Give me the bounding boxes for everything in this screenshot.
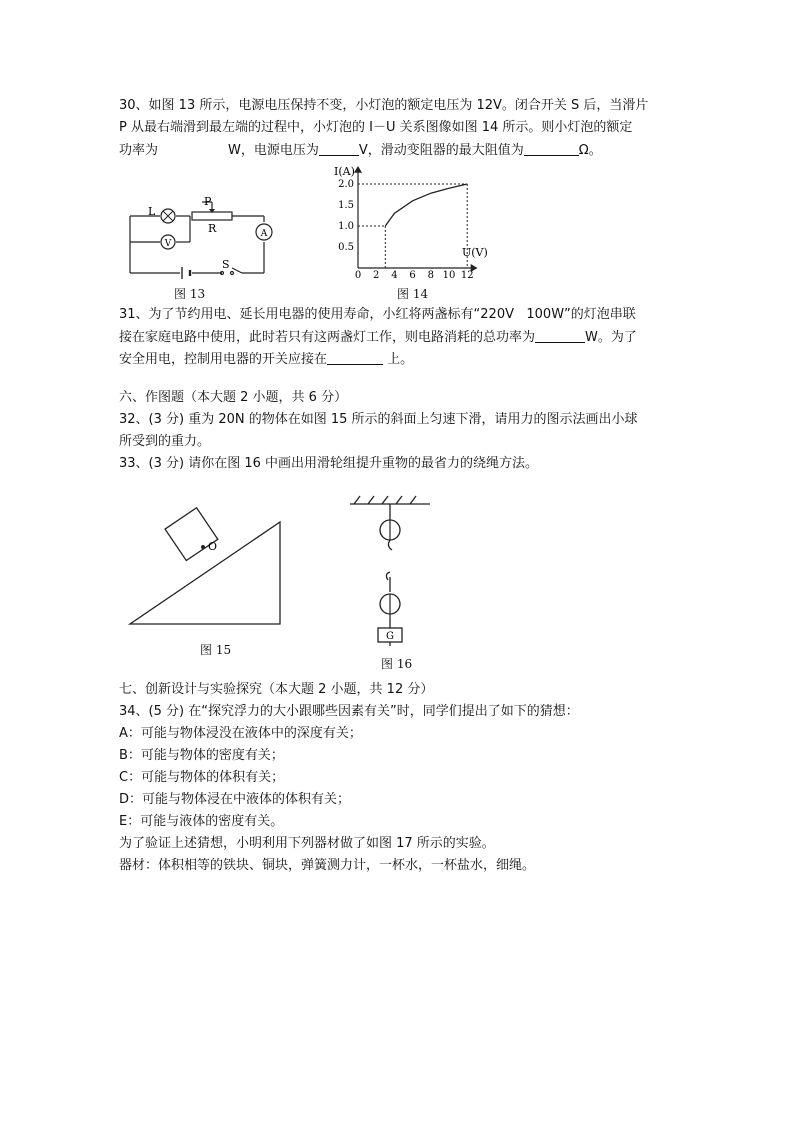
q31-text-c: 安全用电，控制用电器的开关应接在 bbox=[119, 352, 328, 367]
figure-16-caption: 图 16 bbox=[381, 657, 413, 671]
lamp-icon bbox=[161, 209, 175, 223]
iu-curve bbox=[385, 184, 467, 226]
option-b: B：可能与物体的密度有关； bbox=[119, 748, 284, 763]
q30-text-a: 功率为 bbox=[119, 143, 159, 158]
q30-line-3 bbox=[119, 142, 602, 159]
label-S: S bbox=[222, 258, 230, 271]
x-tick-2: 2 bbox=[373, 270, 380, 280]
q31-text-d: 上。 bbox=[383, 352, 414, 367]
answer-blank-total-power[interactable] bbox=[535, 329, 585, 343]
x-axis-label: U(V) bbox=[462, 246, 488, 259]
q31-line-1: 31、为了节约用电、延长用电器的使用寿命，小红将两盏标有“220V 100W”的灯泡串联 bbox=[119, 307, 636, 322]
y-axis-label: I(A) bbox=[334, 165, 355, 178]
label-P: P bbox=[204, 195, 212, 208]
figure-15-incline bbox=[120, 492, 290, 632]
svg-text:A: A bbox=[260, 229, 268, 239]
y-tick-0.5: 0.5 bbox=[338, 242, 354, 253]
q32-line-2: 所受到的重力。 bbox=[119, 434, 211, 449]
x-tick-4: 4 bbox=[391, 270, 398, 280]
label-L: L bbox=[148, 205, 156, 218]
movable-pulley-icon bbox=[380, 594, 400, 618]
y-axis-arrow bbox=[355, 167, 361, 172]
q31-line-3 bbox=[119, 351, 413, 368]
option-a: A：可能与物体浸没在液体中的深度有关； bbox=[119, 726, 362, 741]
q30-line-2: P 从最右端滑到最左端的过程中，小灯泡的 I－U 关系图像如图 14 所示。则小灯泡的额定 bbox=[119, 120, 633, 135]
ammeter-icon bbox=[256, 224, 272, 240]
q33-line: 33、(3 分) 请你在图 16 中画出用滑轮组提升重物的最省力的绕绳方法。 bbox=[119, 456, 539, 471]
x-tick-12: 12 bbox=[460, 270, 474, 280]
x-tick-10: 10 bbox=[442, 270, 456, 280]
label-R: R bbox=[208, 222, 217, 235]
x-tick-0: 0 bbox=[354, 270, 362, 280]
section-7-heading: 七、创新设计与实验探究（本大题 2 小题，共 12 分） bbox=[119, 682, 434, 697]
q31-text-b: W。为了 bbox=[585, 330, 637, 345]
q30-text-b: W，电源电压为 bbox=[228, 143, 319, 158]
figure-15-caption: 图 15 bbox=[200, 643, 232, 657]
q31-text-a: 接在家庭电路中使用，此时若只有这两盏灯工作，则电路消耗的总功率为 bbox=[119, 330, 536, 345]
q31-line-2 bbox=[119, 329, 637, 346]
x-tick-6: 6 bbox=[409, 270, 416, 280]
rheostat bbox=[192, 212, 232, 220]
voltmeter-icon bbox=[161, 235, 175, 249]
answer-blank-resistance[interactable] bbox=[524, 142, 579, 156]
label-O: O bbox=[208, 540, 218, 553]
q34-line: 34、(5 分) 在“探究浮力的大小跟哪些因素有关”时，同学们提出了如下的猜想： bbox=[119, 704, 579, 719]
option-e: E：可能与液体的密度有关。 bbox=[119, 814, 284, 829]
answer-blank-switch[interactable] bbox=[327, 351, 383, 365]
figure-13-circuit bbox=[120, 190, 280, 290]
q30-line-1: 30、如图 13 所示，电源电压保持不变，小灯泡的额定电压为 12V。闭合开关 S 后，当滑片 bbox=[119, 98, 649, 113]
option-c: C：可能与物体的体积有关； bbox=[119, 770, 285, 785]
answer-blank-voltage[interactable] bbox=[319, 142, 359, 156]
answer-blank-power[interactable] bbox=[158, 143, 228, 156]
center-point-O bbox=[201, 545, 205, 549]
figure-14-chart bbox=[328, 164, 498, 280]
y-tick-1.5: 1.5 bbox=[338, 200, 354, 211]
figure-16-pulleys bbox=[344, 492, 434, 652]
y-tick-1.0: 1.0 bbox=[338, 221, 354, 232]
label-G: G bbox=[386, 631, 394, 642]
figure-13-caption: 图 13 bbox=[174, 287, 206, 301]
q32-line-1: 32、(3 分) 重为 20N 的物体在如图 15 所示的斜面上匀速下滑，请用力的图示法画出小球 bbox=[119, 412, 638, 427]
option-d: D：可能与物体浸在中液体的体积有关； bbox=[119, 792, 351, 807]
y-tick-2.0: 2.0 bbox=[338, 179, 354, 190]
q30-text-d: Ω。 bbox=[578, 143, 602, 158]
svg-text:V: V bbox=[164, 239, 172, 249]
fixed-pulley-icon bbox=[380, 520, 400, 540]
q30-text-c: V，滑动变阻器的最大阻值为 bbox=[358, 143, 524, 158]
section-6-heading: 六、作图题（本大题 2 小题，共 6 分） bbox=[119, 390, 348, 405]
verify-line: 为了验证上述猜想，小明利用下列器材做了如图 17 所示的实验。 bbox=[119, 836, 495, 851]
equipment-line: 器材：体积相等的铁块、铜块，弹簧测力计，一杯水，一杯盐水，细绳。 bbox=[119, 858, 536, 873]
figure-14-caption: 图 14 bbox=[397, 287, 429, 301]
x-tick-8: 8 bbox=[427, 270, 434, 280]
